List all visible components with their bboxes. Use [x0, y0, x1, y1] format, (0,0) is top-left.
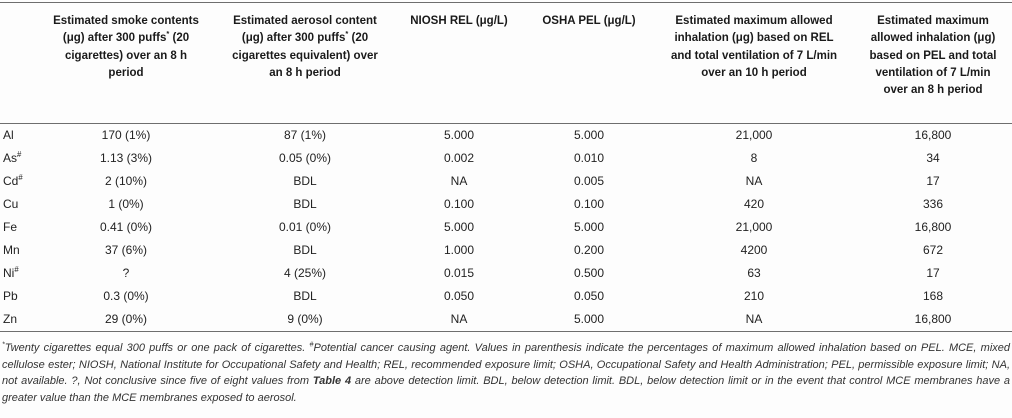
column-header-osha-pel: [524, 3, 654, 124]
value-cell-max-inhalation-rel: 8: [750, 151, 758, 166]
value-cell-smoke-contents: 0.41 (0%): [99, 220, 153, 235]
value-cell-smoke-contents: ?: [122, 266, 130, 281]
value-cell-max-inhalation-rel: 210: [743, 289, 765, 304]
header-text: Estimated aerosol content (μg) after 300 puffs: [233, 15, 377, 45]
value-cell-osha-pel: 5.000: [573, 128, 605, 143]
header-text: Estimated maximum allowed inhalation (μg) based on REL and total ventilation of 7 L/min over an 10 h period: [670, 15, 838, 79]
element-label: Mn: [3, 243, 20, 258]
value-cell-max-inhalation-rel: 21,000: [735, 220, 773, 235]
value-cell-max-inhalation-rel: NA: [745, 174, 763, 189]
value-cell-osha-pel: 0.100: [573, 197, 605, 212]
header-text: (20 cigarettes equivalent) over an 8 h period: [232, 32, 378, 79]
element-label: As#: [3, 150, 22, 166]
value-cell-max-inhalation-rel: NA: [745, 312, 763, 327]
value-cell-aerosol-content: 9 (0%): [287, 312, 323, 327]
table-body: [0, 124, 1012, 332]
element-label: Fe: [3, 220, 18, 235]
value-cell-aerosol-content: BDL: [293, 289, 317, 304]
value-cell-max-inhalation-pel: 672: [922, 243, 944, 258]
value-cell-max-inhalation-rel: 63: [747, 266, 761, 281]
table-row-zn: [0, 308, 1012, 332]
value-cell-smoke-contents: 170 (1%): [101, 128, 151, 143]
element-superscript: #: [18, 173, 23, 183]
column-header-element: [0, 3, 36, 124]
value-cell-niosh-rel: 0.015: [443, 266, 475, 281]
header-text: Estimated maximum allowed inhalation (μg) based on PEL and total ventilation of 7 L/min over an 8 h period: [869, 15, 997, 96]
value-cell-max-inhalation-pel: 17: [926, 174, 940, 189]
value-cell-aerosol-content: 0.05 (0%): [278, 151, 332, 166]
table-row-cd: [0, 170, 1012, 193]
value-cell-max-inhalation-pel: 16,800: [914, 312, 952, 327]
element-label: Al: [3, 128, 14, 143]
value-cell-niosh-rel: NA: [450, 312, 468, 327]
table-footnote: [0, 332, 1012, 406]
element-superscript: #: [17, 150, 22, 160]
value-cell-smoke-contents: 29 (0%): [104, 312, 148, 327]
value-cell-osha-pel: 0.500: [573, 266, 605, 281]
header-text: NIOSH REL (μg/L): [410, 15, 508, 27]
header-text: (20 cigarettes) over an 8 h period: [64, 32, 190, 79]
value-cell-niosh-rel: 0.100: [443, 197, 475, 212]
value-cell-smoke-contents: 1.13 (3%): [99, 151, 153, 166]
table-row-cu: [0, 193, 1012, 216]
value-cell-osha-pel: 0.050: [573, 289, 605, 304]
value-cell-aerosol-content: 87 (1%): [283, 128, 327, 143]
value-cell-aerosol-content: BDL: [293, 243, 317, 258]
value-cell-max-inhalation-pel: 34: [926, 151, 940, 166]
table-row-ni: [0, 262, 1012, 285]
column-header-niosh-rel: [394, 3, 524, 124]
element-superscript: #: [14, 265, 19, 275]
value-cell-niosh-rel: 0.002: [443, 151, 475, 166]
table-row-fe: [0, 216, 1012, 239]
value-cell-osha-pel: 0.005: [573, 174, 605, 189]
value-cell-max-inhalation-pel: 168: [922, 289, 944, 304]
value-cell-smoke-contents: 0.3 (0%): [103, 289, 149, 304]
column-header-smoke-contents: [36, 3, 216, 124]
value-cell-niosh-rel: 5.000: [443, 128, 475, 143]
header-superscript: *: [345, 29, 349, 39]
value-cell-max-inhalation-rel: 4200: [740, 243, 768, 258]
value-cell-niosh-rel: 5.000: [443, 220, 475, 235]
value-cell-smoke-contents: 37 (6%): [104, 243, 148, 258]
header-text: OSHA PEL (μg/L): [542, 15, 636, 27]
metals-exposure-table: [0, 2, 1012, 332]
element-label: Zn: [3, 312, 18, 327]
value-cell-max-inhalation-pel: 16,800: [914, 220, 952, 235]
footnote-superscript-asterisk: *: [2, 340, 5, 349]
value-cell-aerosol-content: BDL: [293, 197, 317, 212]
value-cell-niosh-rel: 1.000: [443, 243, 475, 258]
table-row-mn: [0, 239, 1012, 262]
value-cell-max-inhalation-rel: 420: [743, 197, 765, 212]
value-cell-niosh-rel: 0.050: [443, 289, 475, 304]
value-cell-aerosol-content: 4 (25%): [283, 266, 327, 281]
value-cell-aerosol-content: 0.01 (0%): [278, 220, 332, 235]
table-row-pb: [0, 285, 1012, 308]
column-header-max-inhalation-pel: [854, 3, 1012, 124]
value-cell-max-inhalation-pel: 17: [926, 266, 940, 281]
column-header-max-inhalation-rel: [654, 3, 854, 124]
value-cell-niosh-rel: NA: [450, 174, 468, 189]
value-cell-max-inhalation-pel: 336: [922, 197, 944, 212]
header-row: [0, 3, 1012, 124]
table-header: [0, 3, 1012, 124]
footnote-superscript-hash: #: [309, 340, 314, 349]
header-text: Estimated smoke contents (μg) after 300 puffs: [53, 15, 199, 45]
footnote-text: are above detection limit. BDL, below detection limit. BDL, below detection limit or in the event that control MCE membranes have a greater value than the MCE membranes exposed to aerosol.: [2, 375, 1011, 404]
footnote-text: Potential cancer causing agent. Values in parenthesis indicate the percentages of maximum allowed inhalation based on PEL. MCE, mixed cellulose ester; NIOSH, National Institute for Occupational Safety and Health; REL, recommended exposure limit; OSHA, Occupational Safety and Health Administration; PEL, permissible exposure limit; NA, not available. ?, Not conclusive since five of eight values from: [2, 342, 1010, 388]
footnote-table-reference: Table 4: [312, 375, 352, 388]
value-cell-smoke-contents: 1 (0%): [108, 197, 144, 212]
value-cell-smoke-contents: 2 (10%): [104, 174, 148, 189]
value-cell-osha-pel: 0.200: [573, 243, 605, 258]
element-label: Cu: [3, 197, 19, 212]
value-cell-osha-pel: 5.000: [573, 220, 605, 235]
column-header-aerosol-content: [216, 3, 394, 124]
footnote-text: Twenty cigarettes equal 300 puffs or one pack of cigarettes.: [4, 342, 310, 355]
value-cell-osha-pel: 5.000: [573, 312, 605, 327]
header-superscript: *: [166, 29, 170, 39]
element-label: Cd#: [3, 173, 23, 189]
value-cell-osha-pel: 0.010: [573, 151, 605, 166]
table-row-as: [0, 147, 1012, 170]
element-label: Ni#: [3, 265, 19, 281]
value-cell-max-inhalation-pel: 16,800: [914, 128, 952, 143]
table-row-al: [0, 124, 1012, 148]
value-cell-max-inhalation-rel: 21,000: [735, 128, 773, 143]
value-cell-aerosol-content: BDL: [293, 174, 317, 189]
element-label: Pb: [3, 289, 18, 304]
